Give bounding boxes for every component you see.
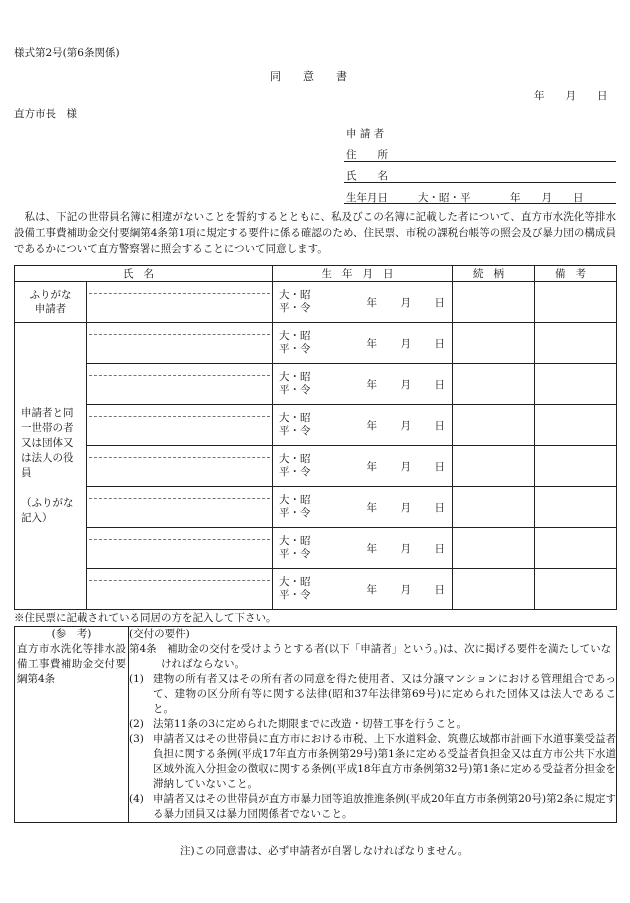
reference-table (14, 626, 617, 823)
requirement-item: (2) 法第11条の3に定められた期限までに改造・切替工事を行うこと。 (129, 718, 468, 730)
name-label: 氏 名 (346, 170, 388, 182)
reference-body-cell (129, 627, 617, 823)
dob-label: 生年月日 (346, 192, 388, 204)
name-cell[interactable] (87, 487, 273, 528)
dob-ymd: 年 月 日 (510, 192, 584, 204)
address-field[interactable] (344, 161, 616, 162)
addressee: 直方市長 様 (14, 108, 77, 120)
table-row (15, 364, 617, 405)
requirement-item: (3) 申請者又はその世帯員に直方市における市税、上下水道料金、筑豊広域都市計画下水道事業受益者負担に関する条例(平成17年直方市条例第29号)第1条に定める受益者負担金又は直方市公共下水道区域外流入分担金の徴収に関する条例(平成18年直方市条例第32号)第1条に定める受益者分担金を滞納していないこと。 (129, 733, 616, 790)
relation-cell[interactable] (453, 282, 535, 323)
table-row (15, 405, 617, 446)
relation-cell[interactable] (453, 323, 535, 364)
table-row (15, 323, 617, 364)
table-row (15, 528, 617, 569)
remarks-cell[interactable] (535, 446, 617, 487)
dob-eras: 大・昭・平 (418, 192, 471, 204)
header-name: 氏名 (15, 266, 273, 282)
remarks-cell[interactable] (535, 528, 617, 569)
requirement-item: (4) 申請者又はその世帯員が直方市暴力団等追放推進条例(平成20年直方市条例第20号)第2条に規定する暴力団員又は暴力団関係者でないこと。 (129, 793, 616, 820)
dob-cell[interactable]: 大・昭 平・令 年 月 日 (273, 528, 453, 569)
dob-cell[interactable]: 大・昭 平・令 年 月 日 (273, 487, 453, 528)
dob-cell[interactable]: 大・昭 平・令 年 月 日 (273, 405, 453, 446)
dob-cell[interactable]: 大・昭 平・令 年 月 日 (273, 323, 453, 364)
page-title: 同 意 書 (270, 70, 347, 83)
footer-note: 注)この同意書は、必ず申請者が自署しなければなりません。 (180, 845, 469, 857)
applicant-label: 申 請 者 (346, 128, 385, 140)
name-cell[interactable] (87, 528, 273, 569)
name-cell[interactable] (87, 282, 273, 323)
member-row-label: 申請者と同 一世帯の者 又は団体又 は法人の役 員 （ふりがな 記入） (15, 323, 87, 610)
remarks-cell[interactable] (535, 405, 617, 446)
resident-note: ※住民票に記載されている同居の方を記入して下さい。 (14, 612, 277, 624)
reference-source-cell (15, 627, 129, 823)
dob-cell[interactable]: 大・昭 平・令 年 月 日 (273, 446, 453, 487)
name-cell[interactable] (87, 364, 273, 405)
requirement-item: (1) 建物の所有者又はその所有者の同意を得た使用者、又は分譲マンションにおける管理組合であって、建物の区分所有等に関する法律(昭和37年法律第69号)に定められた団体又は法人であること。 (129, 673, 616, 715)
consent-statement: 私は、下記の世帯員名簿に相違がないことを誓約するとともに、私及びこの名簿に記載した者について、直方市水洗化等排水設備工事費補助金交付要綱第4条第1項に規定する要件に係る確認のため、住民票、市税の課税台帳等の照会及び暴力団の構成員であるかについて直方警察署に照会することについて同意します。 (14, 211, 616, 255)
date-line: 年 月 日 (534, 90, 608, 102)
remarks-cell[interactable] (535, 364, 617, 405)
relation-cell[interactable] (453, 487, 535, 528)
header-remarks: 備考 (535, 266, 617, 282)
household-members-table (14, 265, 617, 610)
dob-cell[interactable]: 大・昭 平・令 年 月 日 (273, 282, 453, 323)
requirements-title: (交付の要件) (129, 628, 190, 640)
reference-source: 直方市水洗化等排水設備工事費補助金交付要綱第4条 (17, 643, 126, 685)
relation-cell[interactable] (453, 405, 535, 446)
article-4: 第4条 補助金の交付を受けようとする者(以下「申請者」という。)は、次に掲げる要件を満たしていなければならない。 (129, 643, 612, 670)
remarks-cell[interactable] (535, 569, 617, 610)
address-label: 住 所 (346, 149, 388, 161)
name-cell[interactable] (87, 405, 273, 446)
reference-head: (参 考) (51, 628, 92, 640)
table-row (15, 487, 617, 528)
relation-cell[interactable] (453, 528, 535, 569)
remarks-cell[interactable] (535, 323, 617, 364)
table-row (15, 569, 617, 610)
table-row (15, 446, 617, 487)
remarks-cell[interactable] (535, 282, 617, 323)
table-row (15, 282, 617, 323)
relation-cell[interactable] (453, 364, 535, 405)
remarks-cell[interactable] (535, 487, 617, 528)
name-cell[interactable] (87, 323, 273, 364)
name-cell[interactable] (87, 446, 273, 487)
dob-cell[interactable]: 大・昭 平・令 年 月 日 (273, 569, 453, 610)
header-dob: 生年月日 (273, 266, 453, 282)
relation-cell[interactable] (453, 569, 535, 610)
name-field[interactable] (344, 182, 616, 183)
dob-field[interactable] (344, 203, 616, 204)
form-number: 様式第2号(第6条関係) (14, 47, 120, 59)
name-cell[interactable] (87, 569, 273, 610)
dob-cell[interactable]: 大・昭 平・令 年 月 日 (273, 364, 453, 405)
header-relation: 続柄 (453, 266, 535, 282)
relation-cell[interactable] (453, 446, 535, 487)
applicant-row-label: ふりがな 申請者 (15, 282, 87, 323)
